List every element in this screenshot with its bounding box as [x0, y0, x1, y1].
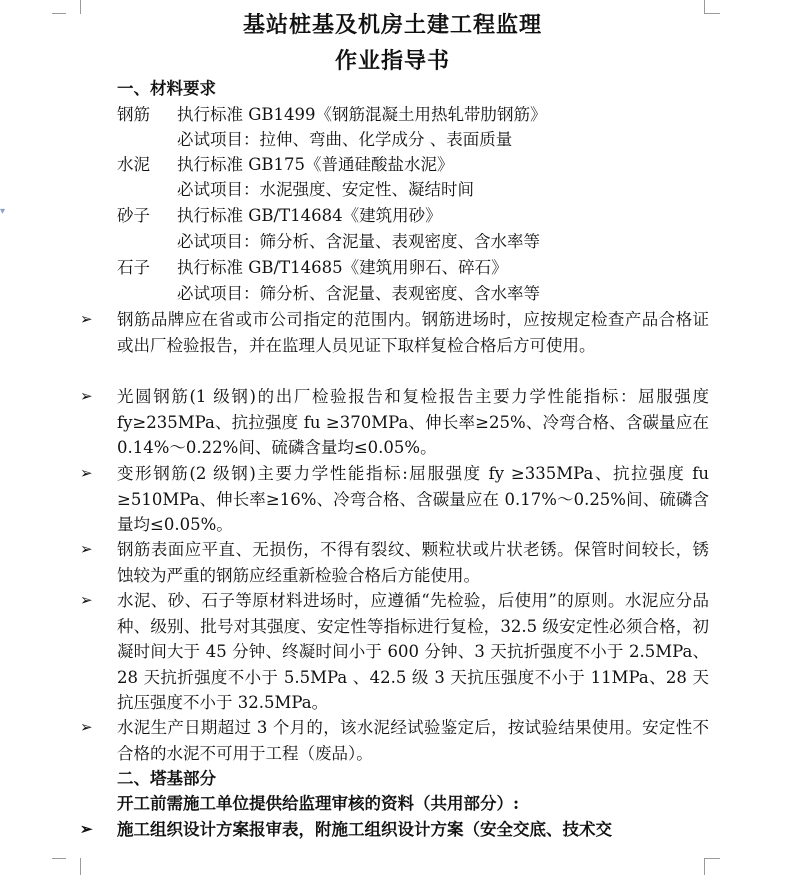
bullet-paragraph: 水泥、砂、石子等原材料进场时，应遵循“先检验，后使用”的原则。水泥应分品种、级别、批号对其强度、安定性等指标进行复检，32.5 级安定性必须合格，初凝时间大于 45 分钟、终凝时间小于 600 分钟、3 天抗折强度不小于 2.5MPa、28 天抗折强度不小于 5.5MPa 、42.5 级 3 天抗压强度不小于 11MPa、28 天抗压强度不小于 32.5MPa。	[117, 591, 709, 712]
material-standard: 执行标准 GB175《普通硅酸盐水泥》	[177, 155, 454, 174]
crop-mark-bottom-right-h	[704, 858, 720, 859]
bullet-paragraph: 光圆钢筋(1 级钢)的出厂检验报告和复检报告主要力学性能指标：屈服强度 fy≥235MPa、抗拉强度 fu ≥370MPa、伸长率≥25%、冷弯合格、含碳量应在 0.14%～0.22%间、硫磷含量均≤0.05%。	[117, 387, 709, 457]
material-name: 水泥	[117, 155, 150, 174]
bullet-arrow-icon: ➢	[80, 310, 93, 328]
material-tests: 必试项目：筛分析、含泥量、表观密度、含水率等	[177, 284, 540, 303]
bullet-arrow-icon: ➢	[80, 387, 93, 405]
last-bullet-text: 施工组织设计方案报审表，附施工组织设计方案（安全交底、技术交	[117, 820, 612, 839]
crop-mark-bottom-left-h	[52, 858, 66, 859]
material-standard: 执行标准 GB1499《钢筋混凝土用热轧带肋钢筋》	[177, 105, 547, 124]
bullet-arrow-icon: ➢	[80, 718, 93, 736]
material-tests: 必试项目：拉伸、弯曲、化学成分 、表面质量	[177, 130, 513, 149]
material-tests: 必试项目：筛分析、含泥量、表观密度、含水率等	[177, 232, 540, 251]
material-name: 石子	[117, 258, 150, 277]
anchor-icon: ▾	[0, 206, 6, 217]
section2-subheading: 开工前需施工单位提供给监理审核的资料（共用部分）:	[117, 794, 520, 813]
bullet-arrow-icon: ➢	[80, 591, 93, 609]
section2-heading: 二、塔基部分	[117, 769, 216, 788]
crop-mark-bottom-left	[66, 858, 81, 875]
doc-title-line2: 作业指导书	[334, 48, 450, 74]
material-standard: 执行标准 GB/T14685《建筑用卵石、碎石》	[177, 258, 508, 277]
section1-heading: 一、材料要求	[117, 79, 216, 98]
bullet-arrow-icon: ➢	[80, 820, 93, 838]
bullet-arrow-icon: ➢	[80, 464, 93, 482]
bullet-paragraph: 水泥生产日期超过 3 个月的，该水泥经试验鉴定后，按试验结果使用。安定性不合格的水泥不可用于工程（废品）。	[117, 718, 709, 763]
bullet-paragraph: 变形钢筋(2 级钢)主要力学性能指标:屈服强度 fy ≥335MPa、抗拉强度 fu ≥510MPa、伸长率≥16%、冷弯合格、含碳量应在 0.17%～0.25%间、硫磷含量均≤0.05%。	[117, 464, 709, 534]
crop-mark-bottom-right	[704, 858, 719, 875]
bullet-paragraph: 钢筋品牌应在省或市公司指定的范围内。钢筋进场时，应按规定检查产品合格证或出厂检验报告，并在监理人员见证下取样复检合格后方可使用。	[117, 310, 709, 355]
material-standard: 执行标准 GB/T14684《建筑用砂》	[177, 206, 442, 225]
material-name: 钢筋	[117, 105, 150, 124]
bullet-arrow-icon: ➢	[80, 540, 93, 558]
bullet-paragraph: 钢筋表面应平直、无损伤，不得有裂纹、颗粒状或片状老锈。保管时间较长，锈蚀较为严重的钢筋应经重新检验合格后方能使用。	[117, 540, 709, 585]
material-name: 砂子	[117, 206, 150, 225]
material-tests: 必试项目：水泥强度、安定性、凝结时间	[177, 180, 474, 199]
doc-title-line1: 基站桩基及机房土建工程监理	[242, 12, 542, 38]
